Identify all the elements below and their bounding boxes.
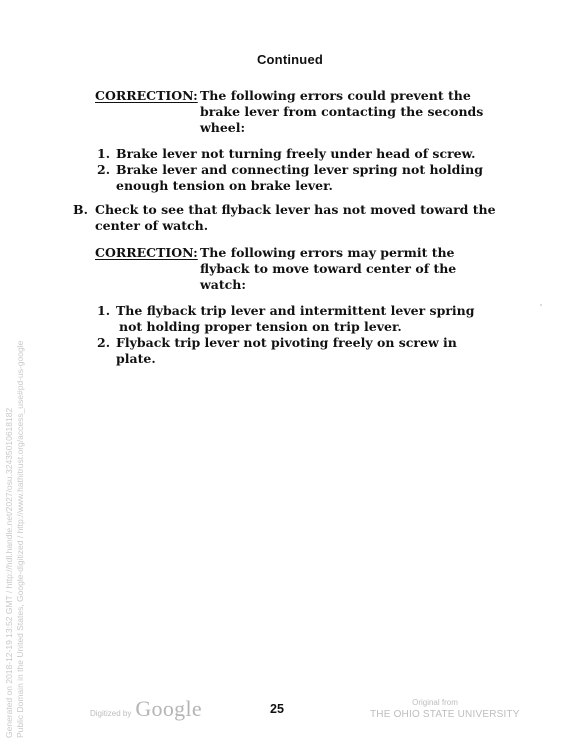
list-item-number: 2. xyxy=(97,335,111,350)
watermark-line: Public Domain in the United States, Google-digitized / http://www.hathitrust.org/access_use#pd-us-google xyxy=(15,340,25,738)
list-item-text: not holding proper tension on trip lever. xyxy=(119,319,402,334)
list-item-number: 1. xyxy=(97,303,111,318)
correction-line: watch: xyxy=(200,277,246,292)
list-item xyxy=(97,303,477,335)
correction-line: wheel: xyxy=(200,120,246,135)
digitized-by-google xyxy=(90,696,202,722)
watermark-line: Generated on 2018-12-19 13:52 GMT / http://hdl.handle.net/2027/osu.32435010618182 xyxy=(4,407,14,738)
section-letter: B. xyxy=(73,202,88,217)
section-line: Check to see that flyback lever has not moved toward the xyxy=(95,202,496,217)
google-logo: Google xyxy=(135,696,202,721)
list-item-text: Brake lever and connecting lever spring not holding xyxy=(116,162,483,177)
list-item-number: 1. xyxy=(97,146,111,161)
origin-institution: THE OHIO STATE UNIVERSITY xyxy=(370,709,520,720)
correction-text xyxy=(200,245,457,293)
list-item-text: plate. xyxy=(116,351,156,366)
correction-label: CORRECTION: xyxy=(95,88,198,103)
correction-label: CORRECTION: xyxy=(95,245,198,260)
correction-line: brake lever from contacting the seconds xyxy=(200,104,484,119)
list-item-number: 2. xyxy=(97,162,111,177)
scan-speck xyxy=(540,304,542,306)
list-item-text: enough tension on brake lever. xyxy=(116,178,333,193)
list-item-text: Flyback trip lever not pivoting freely on screw in xyxy=(116,335,457,350)
error-list-2 xyxy=(97,303,477,367)
list-item-text: Brake lever not turning freely under head of screw. xyxy=(116,146,476,161)
generation-watermark xyxy=(4,341,26,738)
correction-text xyxy=(200,88,484,136)
list-item-text: The flyback trip lever and intermittent lever spring xyxy=(116,303,475,318)
digitized-label: Digitized by xyxy=(90,709,132,718)
original-from xyxy=(370,698,520,721)
page-number: 25 xyxy=(270,702,284,716)
page-heading: Continued xyxy=(256,52,324,67)
correction-line: The following errors may permit the xyxy=(200,245,455,260)
section-line: center of watch. xyxy=(95,218,209,233)
correction-block-1 xyxy=(95,88,484,138)
correction-line: The following errors could prevent the xyxy=(200,88,471,103)
list-item xyxy=(97,162,483,194)
correction-line: flyback to move toward center of the xyxy=(200,261,457,276)
list-item xyxy=(97,335,477,367)
correction-block-2 xyxy=(95,245,475,295)
list-item xyxy=(97,146,477,162)
error-list-1 xyxy=(97,146,483,194)
origin-label: Original from xyxy=(412,698,458,707)
section-text xyxy=(95,202,496,234)
